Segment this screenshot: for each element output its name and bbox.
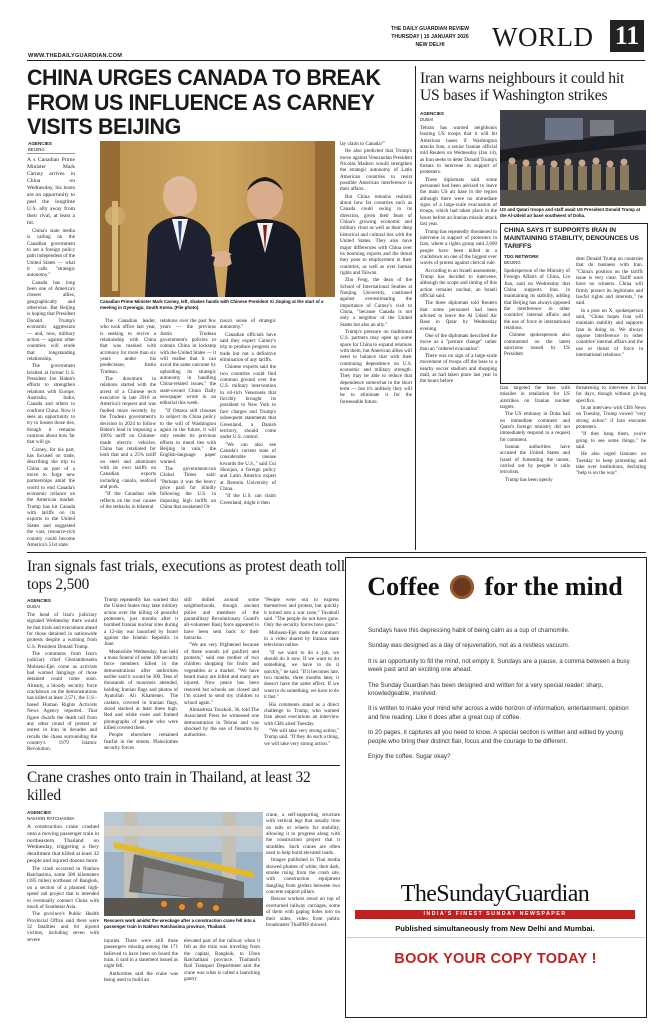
lead-location: BEIJING bbox=[28, 146, 45, 152]
iran-para: Trump has been openly bbox=[505, 476, 553, 483]
iran-para: One of the diplomats described the move as a "posture change" rather than an "ordered evacuation". bbox=[420, 333, 497, 352]
iran-photo bbox=[500, 110, 646, 206]
crane-col-4 bbox=[266, 812, 340, 1016]
exec-agency: AGENCIES bbox=[27, 598, 51, 603]
coffee-title-a: Coffee bbox=[367, 572, 440, 601]
exec-para: The comments from Iran's judiciary chief Gholamhossein Mohseni-Ejei come as activists had warned hangings of those detained could come soon. Already, a bloody security force crackdown on the demonstrations has killed at least 2,571, the U.S.-based Human Rights Activists News Agency reported. That figure dwarfs the death toll from any other round of protest or unrest in Iran in decades and recalls the chaos surrounding the country's 1979 Islamic Revolution. bbox=[27, 651, 97, 753]
lead-col-2 bbox=[100, 318, 156, 550]
lead-para: "If the Canadian side reflects on the root causes of the setbacks in bilateral bbox=[100, 491, 156, 510]
exec-para: "If we want to do a job, we should do it now. If we want to do something, we have to do it quickly," he said. "If it becomes late, two months, three months later, it doesn't have the same effect. If we want to do something, we have to do it fast." bbox=[264, 649, 339, 701]
iran-col-1 bbox=[420, 125, 497, 521]
china-iran-para: Chinese spokesperson also commented on the latest sanctions issued by US President bbox=[504, 332, 570, 358]
lead-para: Canadian officials have said they expect Carney's trip to produce progress on trade but not a definitive elimination of any tariffs. bbox=[220, 331, 276, 364]
handshake-photo-image bbox=[100, 141, 335, 297]
lead-para: tawa's sense of strategic autonomy." bbox=[220, 318, 276, 331]
iran-headline: Iran warns neighbours it could hit US bases if Washington strikes bbox=[420, 70, 625, 104]
masthead-rule bbox=[27, 60, 645, 61]
section-name: WORLD bbox=[492, 22, 594, 52]
exec-para: Ahmadreza Tavakoli, 36, told The Associated Press he witnessed one demonstration in Tehran and was shocked by the use of firearms by authorities. bbox=[184, 706, 259, 739]
exec-para: "We are very frightened because of these sounds (of gunfire) and protests," said one mother of two children shopping for fruits and vegetables at a market. "We have heard many are killed and many are injured. Now peace has been restored but schools are closed and I'm scared to send my children to school again." bbox=[184, 642, 259, 706]
exec-byline bbox=[27, 598, 51, 609]
exec-para: Trump repeatedly has warned that the United States may take military action over the killing of peaceful protesters, just months after it bombed Iranian nuclear sites during a 12-day war launched by Israel against the Islamic Republic in June. bbox=[104, 597, 178, 648]
iran-para: He also urged Iranians on Tuesday to keep protesting and take over institutions, declaring "help is on the way". bbox=[576, 451, 646, 477]
crane-agency: AGENCIES bbox=[27, 810, 51, 815]
iran-byline bbox=[420, 111, 444, 122]
crane-col-2 bbox=[104, 938, 178, 1016]
coffee-para: In 20 pages, it captures all you need to know. A special section is written and edited by young people who bring their distinct flair, focus and the courage to be different. bbox=[368, 729, 623, 745]
exec-para: Mohseni-Ejei made the comment in a video shared by Iranian state television online. bbox=[264, 629, 339, 649]
exec-col-4 bbox=[264, 597, 339, 762]
coffee-title-b: for the mind bbox=[484, 572, 623, 601]
crane-photo bbox=[104, 812, 263, 916]
crane-location: NAKHON RATCHASIMA bbox=[27, 815, 75, 821]
iran-location: DUBAI bbox=[420, 116, 434, 122]
iran-col-3 bbox=[576, 385, 646, 521]
lead-col-3 bbox=[160, 318, 216, 550]
coffee-title bbox=[350, 572, 640, 602]
iran-para: Iran targeted the base with missiles in retaliation for US airstrikes on Iranian nuclear targets. bbox=[500, 385, 570, 411]
crane-para: injuries. There were still three passengers missing among the 171 believed to have been on board the train, it said in a statement issued as night fell. bbox=[104, 938, 178, 970]
crane-para: Rescue workers stood on top of overturned railway carriages, some of them with gaping holes torn on their sides, video from public broadcaster ThaiPBS showed. bbox=[266, 896, 340, 928]
lead-para: The downturn in relations started with the arrest of a Chinese tech executive in late 2018 at America's request and was fuelled more recently by the Trudeau government's decision in 2024 to follow Biden's lead in imposing a 100% tariff on Chinese-made electric vehicles. China has retaliated for both that and a 25% tariff on steel and aluminum with its own tariffs on Canadian exports including canola, seafood and pork. bbox=[100, 376, 156, 490]
crane-para: Authorities said the crane was being used to build an bbox=[104, 970, 178, 984]
paper-name: THE DAILY GUARDIAN REVIEW bbox=[390, 26, 470, 32]
crane-para: The province's Public Health Provincial Office said there were 32 fatalities and 64 injured victims, including seven with severe bbox=[27, 911, 99, 943]
iran-para: According to an Israeli assessment, Trump has decided to intervene, although the scope and timing of this action remains unclear, an Israeli official said. bbox=[420, 267, 497, 299]
iran-para: There was no sign of a large-scale movement of troops off the base to a nearby soccer stadium and shopping mall, as had taken place last year in the hours before bbox=[420, 353, 497, 385]
iran-para: threatening to intervene in Iran for days, though without giving specifics. bbox=[576, 385, 646, 404]
crane-photo-caption: Rescuers work amidst the wreckage after a construction crane fell into a passenger train in Nakhon Ratchasima province, Thailand. bbox=[104, 918, 256, 929]
crane-headline: Crane crashes onto train in Thailand, at least 32 killed bbox=[27, 769, 311, 804]
coffee-para: Enjoy the coffee. Sugar okay? bbox=[368, 753, 451, 761]
lead-vertical-divider bbox=[415, 66, 416, 550]
exec-para: still milled around some neighborhoods, though ancient police and members of the paramilitary Revolutionary Guard's all-volunteer Basij force appeared to have been sent back to their barracks. bbox=[184, 597, 259, 642]
china-iran-location: BEIJING bbox=[504, 259, 521, 265]
coffee-para: Sundays have this depressing habit of being calm as a cup of chamomile. bbox=[368, 627, 570, 634]
page-number: 11 bbox=[614, 21, 640, 50]
lead-para: Trump's pressure on traditional U.S. partners may open up some space for China to expand relations with them, but American allies will need to balance that with their continuing dependence on U.S. economic and military strength. They may be able to reduce that dependence somewhat in the short term — but it's unlikely they will be to eliminate it for the foreseeable future. bbox=[340, 328, 412, 405]
iran-para: In an interview with CBS News on Tuesday, Trump vowed "very strong action" if Iran executes protesters. bbox=[576, 405, 646, 431]
site-url[interactable]: WWW.THEDAILYGUARDIAN.COM bbox=[28, 53, 123, 59]
iran-para: Iranian authorities have accused the United States and Israel of fomenting the unrest, carried out by people it calls terrorists. bbox=[500, 444, 570, 476]
book-copy-cta[interactable]: BOOK YOUR COPY TODAY ! bbox=[394, 951, 597, 967]
exec-para: "People were out to express themselves and protest, but quickly it turned into a war zone," Tavakoli said. "The people do not have guns. Only the security forces have guns." bbox=[264, 597, 339, 629]
iran-para: Tehran has warned neighbours hosting US troops that it will hit American bases if Washington attacks Iran, a senior Iranian official told Reuters on Wednesday (Jan 14), as Iran seeks to deter Donald Trump's threats to intervene in support of protesters. bbox=[420, 125, 497, 176]
crane-col-3 bbox=[184, 938, 260, 1016]
issue-date: THURSDAY | 15 JANUARY 2026 bbox=[391, 34, 469, 40]
lead-para: Canada has long been one of America's closest allies, geographically and otherwise. But Beijing is hoping that President Donald Trump's economic aggression — and, now, military action — against other countries will erode that longstanding relationship. bbox=[27, 279, 75, 362]
lead-para: The government-run Global Times said: "Perhaps it was the heavy price paid for blindly following the U.S. in imposing high tariffs on China that awakened Ot- bbox=[160, 465, 216, 510]
lead-para: But China remains realistic about how far countries such as Canada could swing in its direction, given their fears of China's growing economic and military clout as well as their deep historical and cultural ties with the United States. They also have major differences with China over its booming exports and the threat they pose to employment in their countries, as well as over human rights and Taiwan. bbox=[340, 193, 412, 276]
lead-para: "If Ottawa still chooses to subject its China policy to the will of Washington again in the future, it will only render its previous efforts to mend ties with Beijing in vain," the English-language paper warned. bbox=[160, 407, 216, 465]
lead-col-1 bbox=[27, 157, 75, 550]
exec-para: "We will take very strong action," Trump said. "If they do such a thing, we will take very strong action." bbox=[264, 727, 339, 747]
iran-para: Three diplomats said some personnel had been advised to leave the main US air base in the region although there were no immediate signs of a large-scale evacuation of troops, which had taken place in the hours before an Iranian missile attack last year. bbox=[420, 176, 497, 228]
published-note: Published simultaneously from New Delhi and Mumbai. bbox=[395, 924, 595, 933]
iran-para: The US embassy in Doha had no immediate comment and Qatar's foreign ministry did not immediately respond to a request for comment. bbox=[500, 411, 570, 443]
airbase-photo-image bbox=[500, 110, 646, 206]
iran-para: The three diplomats told Reuters that some personnel had been advised to leave the Al Udeid Air Base in Qatar by Wednesday evening. bbox=[420, 300, 497, 332]
lead-col-5 bbox=[340, 141, 412, 550]
lead-photo bbox=[100, 141, 335, 297]
crane-para: The crash occurred in Nakhon Ratchasima, some 300 kilometers (185 miles) northeast of Bangkok, on a section of a planned high-speed rail project that is intended to eventually connect China with much of Southeast Asia. bbox=[27, 865, 99, 910]
lead-agency: AGENCIES bbox=[28, 141, 52, 146]
lead-para: He also predicted that Trump's move against Venezuelan President Nicolás Maduro would strengthen the strategic autonomy of Latin American countries to resist possible American interference in their affairs. bbox=[340, 148, 412, 193]
lead-byline bbox=[28, 141, 52, 152]
iran-photo-caption: US and Qatari troops and staff await US President Donald Trump at the Al-Udeid air base southwest of Doha. bbox=[500, 207, 641, 218]
crane-para: crane, a self-supporting structure with vertical legs that usually runs on rails or wheels for mobility, allowing it to progress along with the construction project that it straddles. Such cranes are often used to help build elevated roads. bbox=[266, 812, 340, 857]
exec-para: The head of Iran's judiciary signaled Wednesday there would be fast trials and executions ahead for those detained in nationwide protests despite a warning from U.S. President Donald Trump. bbox=[27, 612, 97, 650]
crane-wreck-photo-image bbox=[104, 812, 263, 916]
lead-para: The government bristled at former U.S. President Joe Biden's efforts to strengthen relations with Europe, Australia, India, Canada and others to confront China. Now it sees an opportunity to try to loosen those ties, though it remains cautious about how far that will go. bbox=[27, 363, 75, 446]
exec-location: DUBAI bbox=[27, 603, 41, 609]
crane-col-1 bbox=[27, 824, 99, 1016]
mid-rule bbox=[27, 552, 646, 553]
china-iran-col-1 bbox=[504, 268, 570, 380]
china-iran-para: dent Donald Trump on countries that do business with Iran. "China's position on the tariffs issue is very clear. Tariff wars have no winners. China will firmly protect its legitimate and lawful rights and interests," he said. bbox=[576, 256, 643, 307]
iran-para: Trump has repeatedly threatened to intervene in support of protesters in Iran, where a rights group said 2,600 people have been killed in a crackdown on one of the biggest ever waves of protest against clerical rule. bbox=[420, 228, 497, 267]
china-iran-col-2 bbox=[576, 256, 643, 380]
lead-byline-rule bbox=[27, 153, 75, 154]
coffee-para: It is an opportunity to fill the mind, not empty it. Sundays are a pause, a comma between a busy week past and an exciting one ahead. bbox=[368, 657, 630, 674]
page-number-box bbox=[610, 20, 644, 52]
iran-para: "If they hang them, you're going to see some things," he said. bbox=[576, 431, 646, 451]
lead-para: "If the U.S. can claim Greenland, might it then bbox=[220, 493, 276, 506]
coffee-copy bbox=[368, 627, 630, 761]
sunday-guardian-logo[interactable]: TheSundayGuardian bbox=[400, 881, 590, 907]
iran-col-2 bbox=[500, 385, 570, 521]
china-iran-headline: CHINA SAYS IT SUPPORTS IRAN IN MAINTAINING STABILITY, DENOUNCES US TARIFFS bbox=[504, 227, 639, 250]
china-iran-para: Spokesperson of the Ministry of Foreign Affairs of China, Lin Jian, said on Wednesday that China supports Iran in maintaining its stability, adding that Beijing has always opposed the interference in other countries' internal affairs and the use of force in international relations. bbox=[504, 268, 570, 332]
china-iran-byline bbox=[504, 254, 539, 265]
exec-col-3 bbox=[184, 597, 259, 762]
lead-para: relations over the past few years — the previous Justin Trudeau government's policies to contain China in lockstep with the United States — it will realise that it can avoid the same outcome by upholding its strategic autonomy in handling China-related issues," the state-owned China Daily newspaper wrote in an editorial this week. bbox=[160, 318, 216, 407]
lead-para: China's state media is calling on the Canadian government to set a foreign policy path independent of the United States — what it calls "strategic autonomy." bbox=[27, 228, 75, 279]
lower-rule bbox=[27, 765, 340, 766]
lead-photo-caption: Canadian Prime Minister Mark Carney, left, shakes hands with Chinese President Xi Jinping at the start of a meeting in Gyeongju, South Korea. (File photo) bbox=[100, 299, 324, 310]
exec-col-1 bbox=[27, 612, 97, 762]
sunday-guardian-tagline: INDIA'S FINEST SUNDAY NEWSPAPER bbox=[355, 910, 635, 919]
crane-para: elevated part of the railway when it fell as the train was traveling from the capital, Bangkok, to Ubon Ratchathani province. Thailand's Rail Transport Department said the crane was what is called a launching gantry bbox=[184, 938, 260, 983]
lead-para: lay claim to Canada?" bbox=[340, 141, 385, 147]
lead-para: Zhu Feng, the dean of the School of International Studies at Nanjing University, cautioned against overestimating the importance of Carney's visit to China, "because Canada is not only a neighbor of the United States but also an ally." bbox=[340, 277, 412, 328]
exec-col-2 bbox=[104, 597, 178, 762]
book-copy-banner[interactable] bbox=[346, 937, 645, 1004]
lead-para: "We can also see Canada's current state of considerable unease towards the U.S.," said Cui Shoujun, a foreign policy and Latin America expert at Renmin University of China. bbox=[220, 441, 276, 492]
lead-para: Chinese experts said the two countries could find common ground over the U.S. military intervention in oil-rich Venezuela that forcibly brought its president to New York to face charges and Trump's subsequent statements that Greenland, a Danish territory, should come under U.S. control. bbox=[220, 364, 276, 441]
crane-para: Images published in Thai media showed plumes of white, then dark, smoke rising from the crash site, with construction equipment dangling from girders between two concrete support pillars. bbox=[266, 857, 340, 896]
china-iran-para: In a post on X, spokesperson said, "China hopes Iran will maintain stability and supports Iran in doing so. We always oppose interference in other countries' internal affairs and the use or threat of force in international relations." bbox=[576, 307, 643, 359]
iran-agency: AGENCIES bbox=[420, 111, 444, 116]
exec-para: Meanwhile Wednesday, Iran held a mass funeral of some 100 security force members killed in the demonstrations after authorities earlier said it would be 300. Tens of thousands of mourners attended, holding Iranian flags and photos of Ayatollah Ali Khamenei. The caskets, covered in Iranian flags, stood stacked at least three high. Red and white roses and framed photographs of people who were killed covered them. bbox=[104, 648, 178, 731]
crane-para: A construction crane crashed onto a moving passenger train in northeastern Thailand on Wednesday, triggering a fiery derailment that killed at least 32 people and injured dozens more. bbox=[27, 824, 99, 864]
exec-para: People elsewhere remained fearful in the streets. Plainclothes security forces bbox=[104, 732, 178, 751]
issue-city: NEW DELHI bbox=[415, 42, 445, 48]
coffee-para: The Sunday Guardian has been designed and written for a very special reader: sharp, knowledgeable, involved. bbox=[368, 681, 604, 698]
crane-byline bbox=[27, 810, 74, 821]
lead-para: A s Canadian Prime Minister Mark Carney arrives in China on Wednesday, his hosts are on opportunity to peel the longtime U.S. ally away from their rival, at least a bit. bbox=[27, 157, 75, 226]
coffee-para: It is written to make your mind whir across a wide horizon of information, entertainment, opinion and fine reading. Like it does after a great cup of coffee. bbox=[368, 705, 629, 721]
china-iran-agency: TDG NETWORK bbox=[504, 254, 539, 259]
exec-headline: Iran signals fast trials, executions as protest death toll tops 2,500 bbox=[27, 558, 345, 593]
coffee-para: Sunday was designed as a day of rejuvenation, not as a restless vacuum. bbox=[368, 642, 570, 650]
lead-col-4 bbox=[220, 318, 276, 550]
coffee-cup-icon bbox=[450, 575, 474, 599]
exec-para: His comments stand as a direct challenge to Trump, who warned Iran about executions an interview with CBS aired Tuesday. bbox=[264, 701, 339, 727]
lead-para: The Canadian leader, who took office last year, is seeking to revive a relationship with China that was marked with acrimony for more than six years under his predecessor, Justin Trudeau. bbox=[100, 318, 156, 375]
lead-para: Carney, for his part, has focused on trade, describing the trip to China as part of a move to forge new partnerships amid the world to end Canada's economic reliance on the American market. Trump has hit Canada with tariffs on its exports to the United States and suggested the vast, resource-rich country could become America's 51st state. bbox=[27, 446, 75, 548]
lead-headline: CHINA URGES CANADA TO BREAK FROM US INFLUENCE AS CARNEY VISITS BEIJING bbox=[27, 65, 381, 139]
